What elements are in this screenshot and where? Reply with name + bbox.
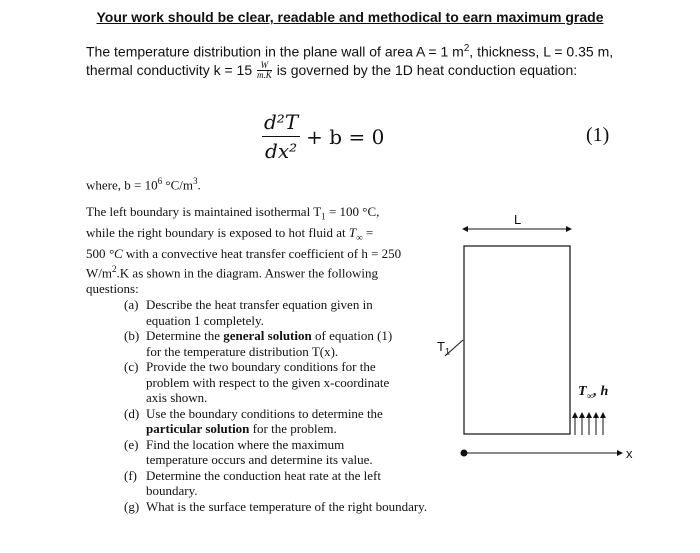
- equation-number: (1): [586, 124, 610, 146]
- plane-wall: [464, 246, 570, 434]
- heat-equation: $\frac{\text{d²T}}{\text{dx²}}$ + b = 0: [264, 110, 385, 163]
- boundary-paragraph: The left boundary is maintained isothermal $T_1 = 100$ °C, while the right boundary is exposed to hot fluid at $T_\infty$ = 500 °C with a convective heat transfer coefficient of h = 250 $W/m^2.K$ as shown in the diagram. Answer the following questions:: [86, 204, 402, 296]
- question-g: (g) What is the surface temperature of the right boundary.: [124, 498, 428, 514]
- intro-line-1: The temperature distribution in the plane wall of area A = 1 $m^2$, thickness, L = 0.35 m,: [86, 43, 614, 60]
- question-d: (d) Use the boundary conditions to determine the particular solution for the problem.: [124, 405, 383, 436]
- question-c: (c) Provide the two boundary conditions for the problem with respect to the given x-coordinate axis shown.: [124, 359, 390, 405]
- question-e: (e) Find the location where the maximum temperature occurs and determine its value.: [124, 436, 373, 467]
- where-line: where, $b = 10^6$ $^\circ C/m^3$.: [86, 176, 201, 193]
- question-a: (a) Describe the heat transfer equation given in equation 1 completely.: [124, 297, 373, 328]
- x-axis-label: x: [626, 446, 633, 461]
- question-b: (b) Determine the general solution of equation (1) for the temperature distribution T(x).: [124, 328, 393, 359]
- length-label: L: [514, 212, 522, 227]
- intro-line-2: thermal conductivity k = 15 $\frac{W}{m.K}$ is governed by the 1D heat conduction equation:: [86, 60, 578, 81]
- unit-fraction: $\frac{W}{m.K}$: [257, 60, 272, 81]
- convection-arrows: [575, 413, 603, 435]
- equation-fraction: $\frac{\text{d²T}}{\text{dx²}}$: [264, 110, 299, 163]
- page-header: Your work should be clear, readable and methodical to earn maximum grade: [96, 9, 604, 25]
- question-f: (f) Determine the conduction heat rate at the left boundary.: [124, 467, 381, 498]
- fluid-label: $T_\infty$, h: [578, 384, 609, 402]
- t1-label: $T_1$: [437, 339, 451, 357]
